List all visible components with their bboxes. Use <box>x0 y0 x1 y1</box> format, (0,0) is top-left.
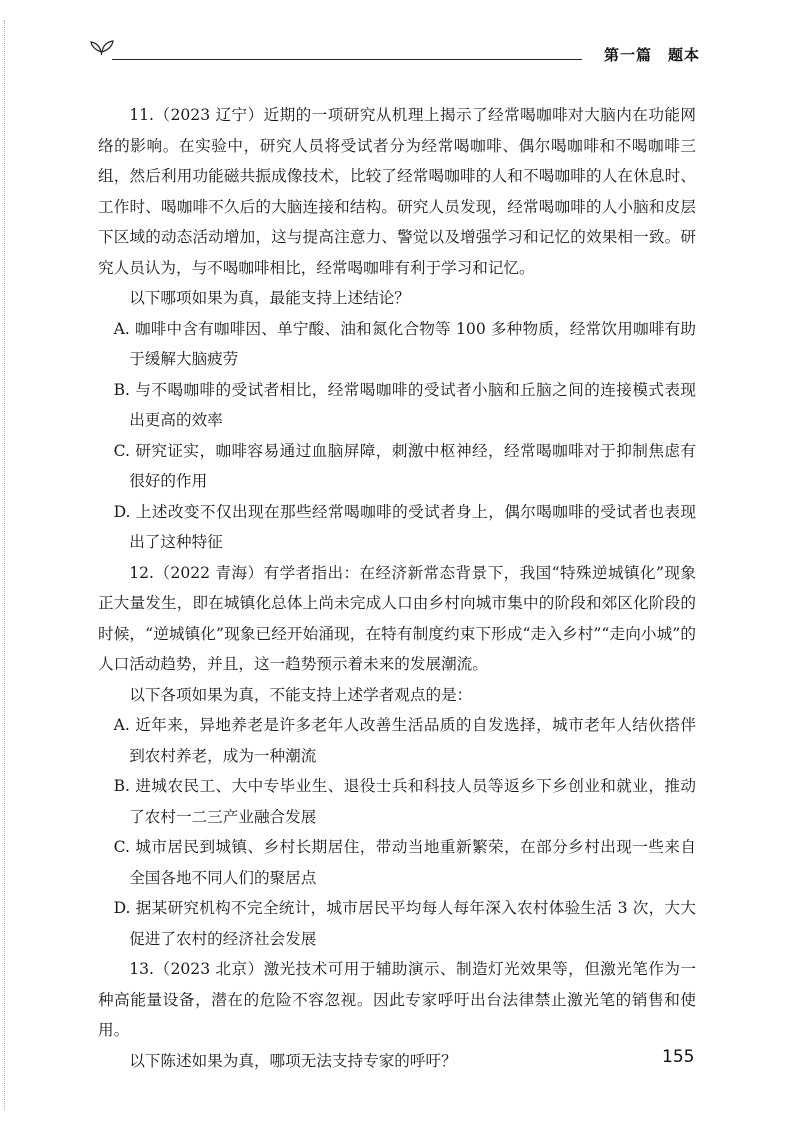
option-c: C. 研究证实，咖啡容易通过血脑屏障，刺激中枢神经，经常喝咖啡对于抑制焦虑有很好的作用 <box>113 441 696 490</box>
question-stem: 13.（2023 北京）激光技术可用于辅助演示、制造灯光效果等，但激光笔作为一种高能量设备，潜在的危险不容忽视。因此专家呼吁出台法律禁止激光笔的销售和使用。 <box>98 960 696 1039</box>
question-prompt: 以下陈述如果为真，哪项无法支持专家的呼吁？ <box>129 1051 457 1070</box>
page-number: 155 <box>662 1047 695 1067</box>
question-stem: 11.（2023 辽宁）近期的一项研究从机理上揭示了经常喝咖啡对大脑内在功能网络的影响。在实验中，研究人员将受试者分为经常喝咖啡、偶尔喝咖啡和不喝咖啡三组，然后利用功能磁共振成像技术，比较了经常喝咖啡的人和不喝咖啡的人在休息时、工作时、喝咖啡不久后的大脑连接和结构。研究人员发现，经常喝咖啡的人小脑和皮层下区域的动态活动增加，这与提高注意力、警觉以及增强学习和记忆的效果相一致。研究人员认为，与不喝咖啡相比，经常喝咖啡有利于学习和记忆。 <box>98 106 696 277</box>
question-prompt: 以下各项如果为真，不能支持上述学者观点的是： <box>129 685 473 704</box>
option-b: B. 进城农民工、大中专毕业生、退役士兵和科技人员等返乡下乡创业和就业，推动了农村一二三产业融合发展 <box>113 777 696 826</box>
question-12 <box>98 558 696 955</box>
option-a: A. 咖啡中含有咖啡因、单宁酸、油和氮化合物等 100 多种物质，经常饮用咖啡有助于缓解大脑疲劳 <box>113 319 696 368</box>
option-a: A. 近年来，异地养老是许多老年人改善生活品质的自发选择，城市老年人结伙搭伴到农村养老，成为一种潮流 <box>113 716 696 765</box>
binding-edge <box>4 20 9 1110</box>
page-content <box>98 100 696 1076</box>
option-d: D. 据某研究机构不完全统计，城市居民平均每人每年深入农村体验生活 3 次，大大促进了农村的经济社会发展 <box>113 899 696 948</box>
question-stem: 12.（2022 青海）有学者指出：在经济新常态背景下，我国“特殊逆城镇化”现象正大量发生，即在城镇化总体上尚未完成人口由乡村向城市集中的阶段和郊区化阶段的时候，“逆城镇化”现象已经开始涌现，在特有制度约束下形成“走入乡村”“走向小城”的人口活动趋势，并且，这一趋势预示着未来的发展潮流。 <box>98 563 696 673</box>
section-title: 第一篇 题本 <box>603 46 700 64</box>
option-b: B. 与不喝咖啡的受试者相比，经常喝咖啡的受试者小脑和丘脑之间的连接模式表现出更高的效率 <box>113 380 696 429</box>
header-rule <box>112 59 582 60</box>
question-13 <box>98 954 696 1076</box>
question-11 <box>98 100 696 558</box>
question-prompt: 以下哪项如果为真，最能支持上述结论？ <box>129 289 410 307</box>
page-header <box>88 34 700 68</box>
option-d: D. 上述改变不仅出现在那些经常喝咖啡的受试者身上，偶尔喝咖啡的受试者也表现出了这种特征 <box>113 502 696 551</box>
option-c: C. 城市居民到城镇、乡村长期居住，带动当地重新繁荣，在部分乡村出现一些来自全国各地不同人们的聚居点 <box>113 838 696 887</box>
sprout-leaf-icon <box>88 34 116 56</box>
